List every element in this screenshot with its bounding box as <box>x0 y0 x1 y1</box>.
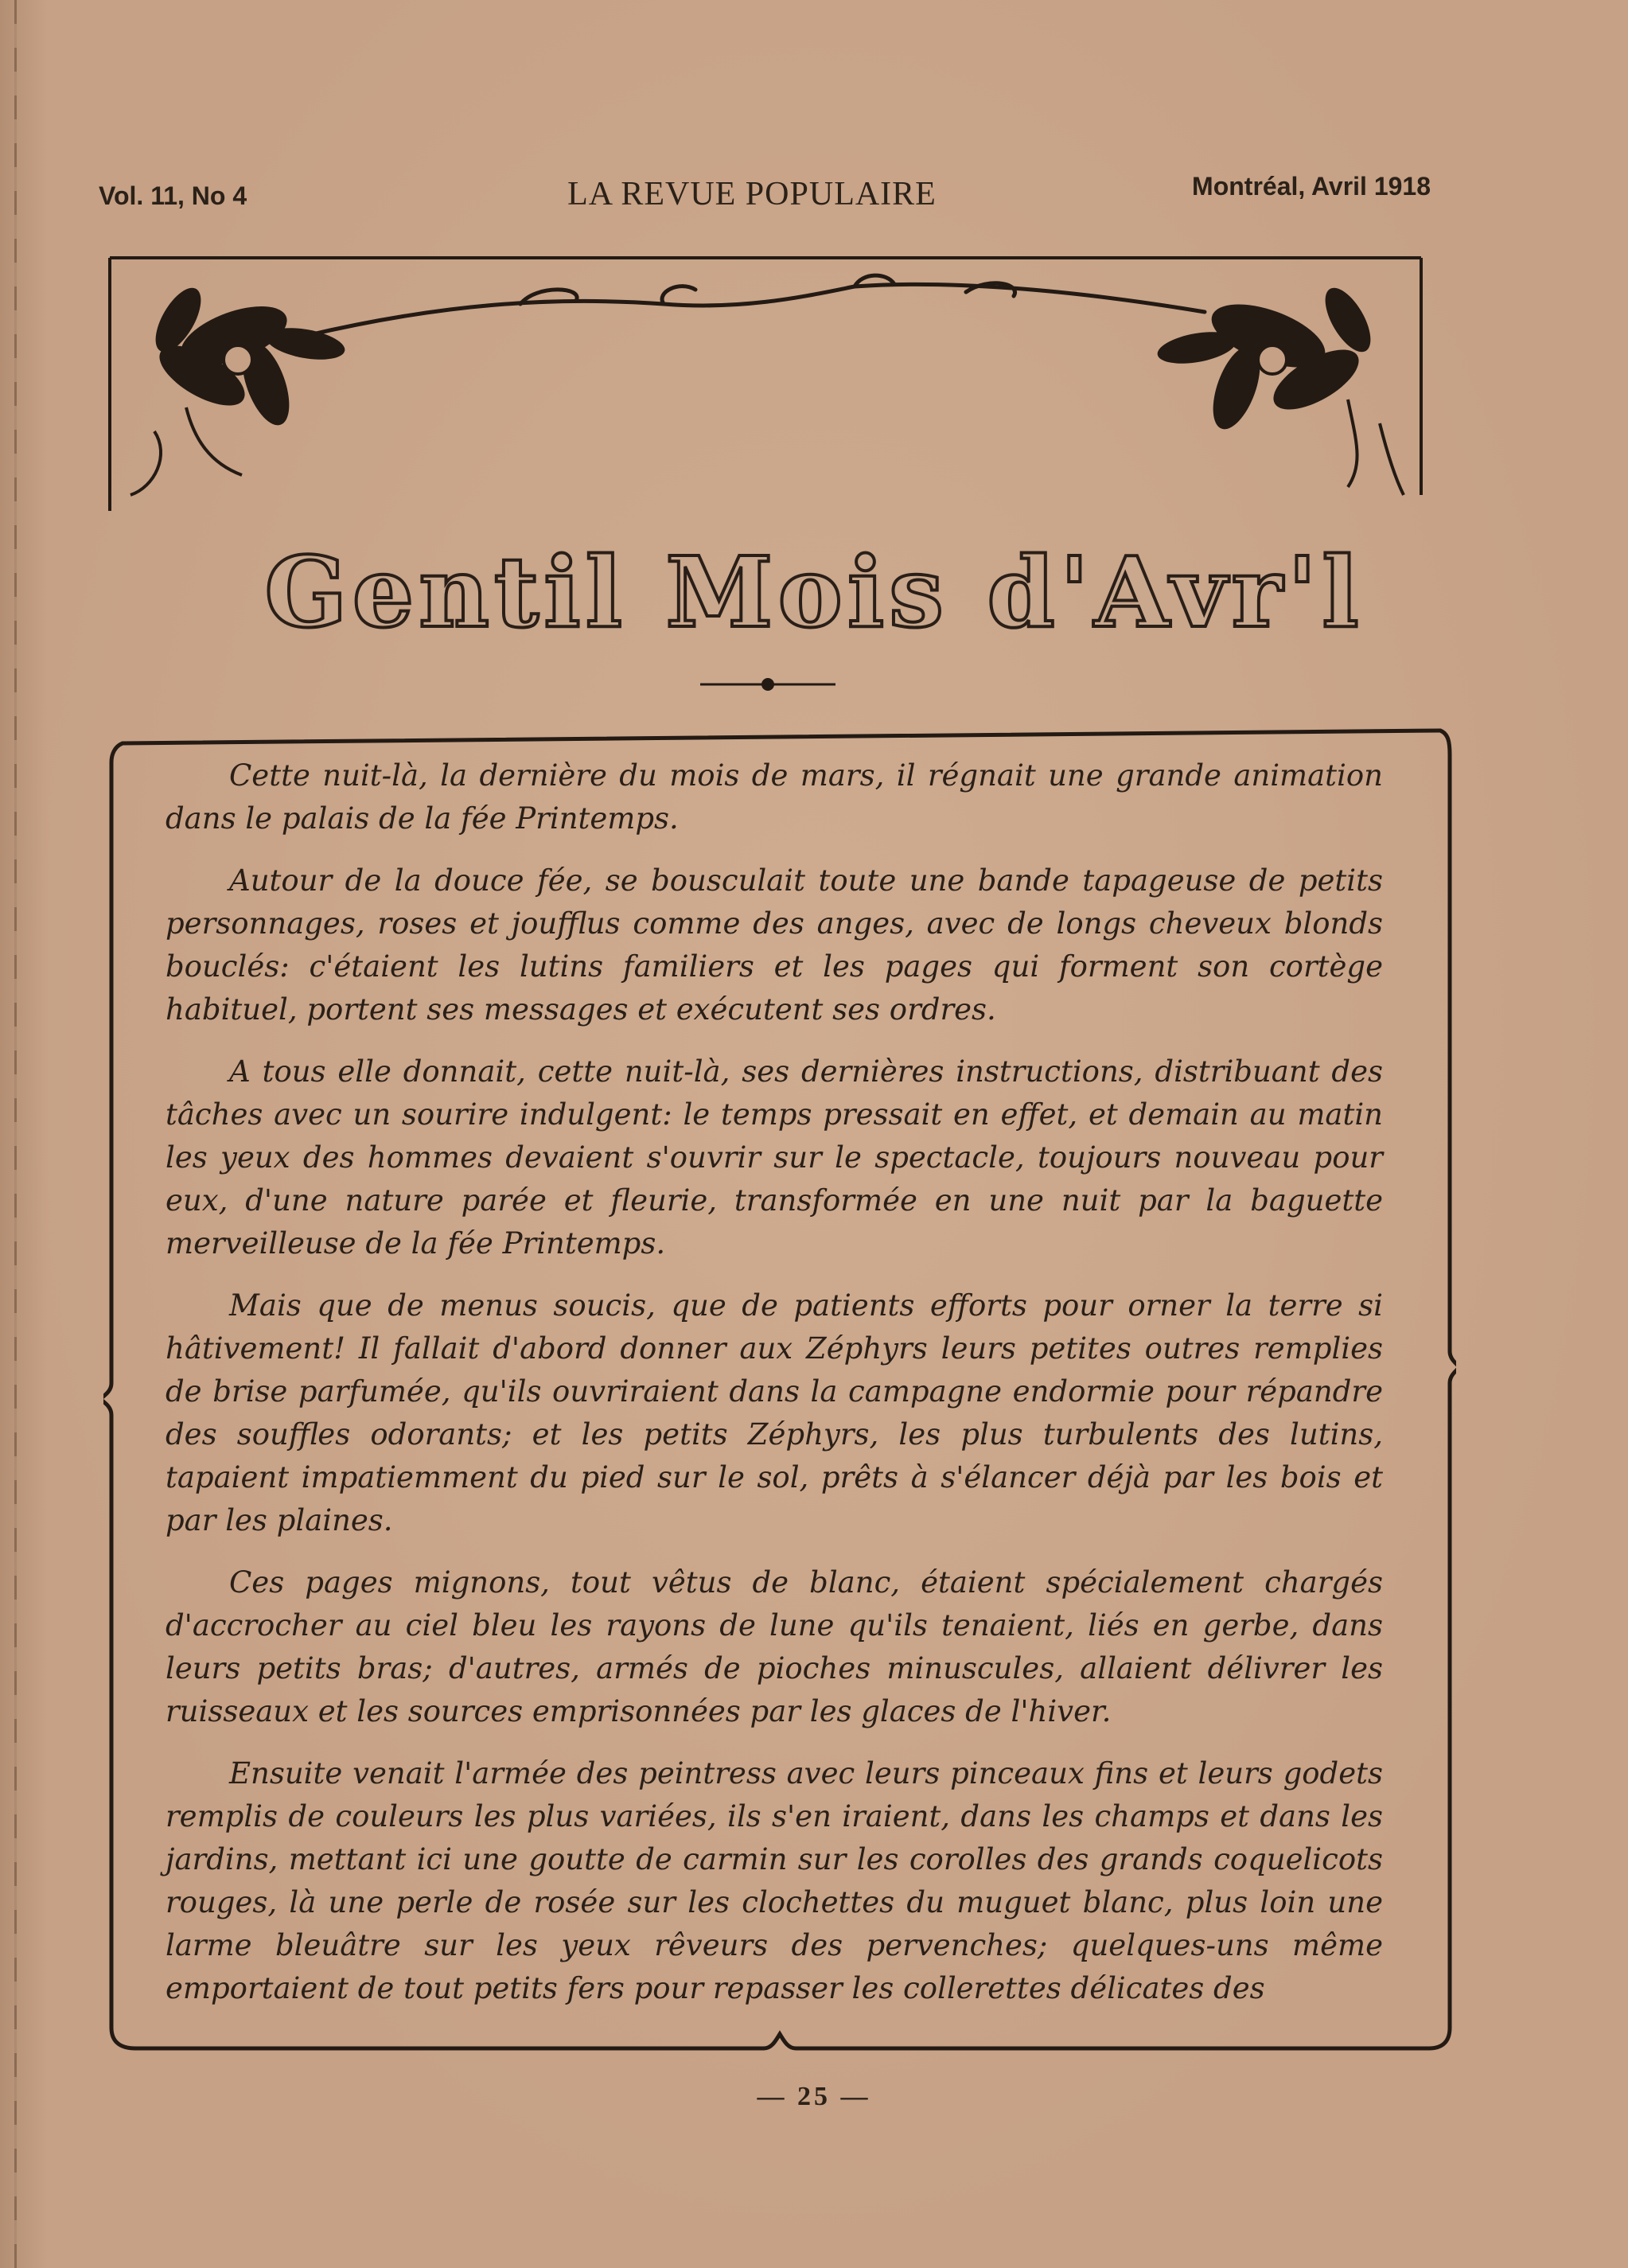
place-date: Montréal, Avril 1918 <box>1192 172 1431 201</box>
volume-number: Vol. 11, No 4 <box>99 181 247 210</box>
paragraph: Ensuite venait l'armée des peintress avec leurs pinceaux fins et leurs godets remplis de couleurs les plus variées, ils s'en iraient, dans les champs et dans les jardins, mettant ici une goutte de carmin sur les corolles des grands coquelicots rouges, là une perle de rosée sur les clochettes du muguet blanc, plus loin une larme bleuâtre sur les yeux rêveurs des pervenches; quelques-uns même emportaient de tout petits fers pour repasser les collerettes délicates des <box>166 1756 1383 2005</box>
right-flower-icon <box>1155 281 1380 435</box>
paragraph: Autour de la douce fée, se bousculait toute une bande tapageuse de petits personnages, roses et joufflus comme des anges, avec de longs cheveux blonds bouclés: c'étaient les lutins familiers et les pages qui forment son cortège habituel, portent ses messages et exécutent ses ordres. <box>166 863 1383 1027</box>
paragraph: Ces pages mignons, tout vêtus de blanc, étaient spécialement chargés d'accrocher au ciel bleu les rayons de lune qu'ils tenaient, liés en gerbe, dans leurs petits bras; d'autres, armés de pioches minuscules, allaient délivrer les ruisseaux et les sources emprisonnées par les glaces de l'hiver. <box>166 1565 1383 1728</box>
paragraph: A tous elle donnait, cette nuit-là, ses dernières instructions, distribuant des tâches avec un sourire indulgent: le temps pressait en effet, et demain au matin les yeux des hommes devaient s'ouvrir sur le spectacle, toujours nouveau pour eux, d'une nature parée et fleurie, transformée en une nuit par la baguette merveilleuse de la fée Printemps. <box>166 1054 1383 1261</box>
binding-edge <box>14 0 17 2268</box>
title-divider <box>700 676 835 692</box>
paragraph: Cette nuit-là, la dernière du mois de mars, il régnait une grande animation dans le palais de la fée Printemps. <box>166 758 1383 836</box>
paragraph: Mais que de menus soucis, que de patients efforts pour orner la terre si hâtivement! Il fallait d'abord donner aux Zéphyrs leurs petites outres remplies de brise parfumée, qu'ils ouvriraient dans la campagne endormie pour répandre des souffles odorants; et les petits Zéphyrs, les plus turbulents des lutins, tapaient impatiemment du pied sur le sol, prêts à s'élancer déjà par les bois et par les plaines. <box>166 1288 1383 1537</box>
left-flower-icon <box>146 281 347 431</box>
floral-ornament-frame <box>107 248 1424 511</box>
page-number: — 25 — <box>757 2082 871 2111</box>
publication-title: LA REVUE POPULAIRE <box>567 176 937 212</box>
article-title: Gentil Mois d'Avr'l <box>264 535 1364 649</box>
article-body <box>166 754 1383 2029</box>
